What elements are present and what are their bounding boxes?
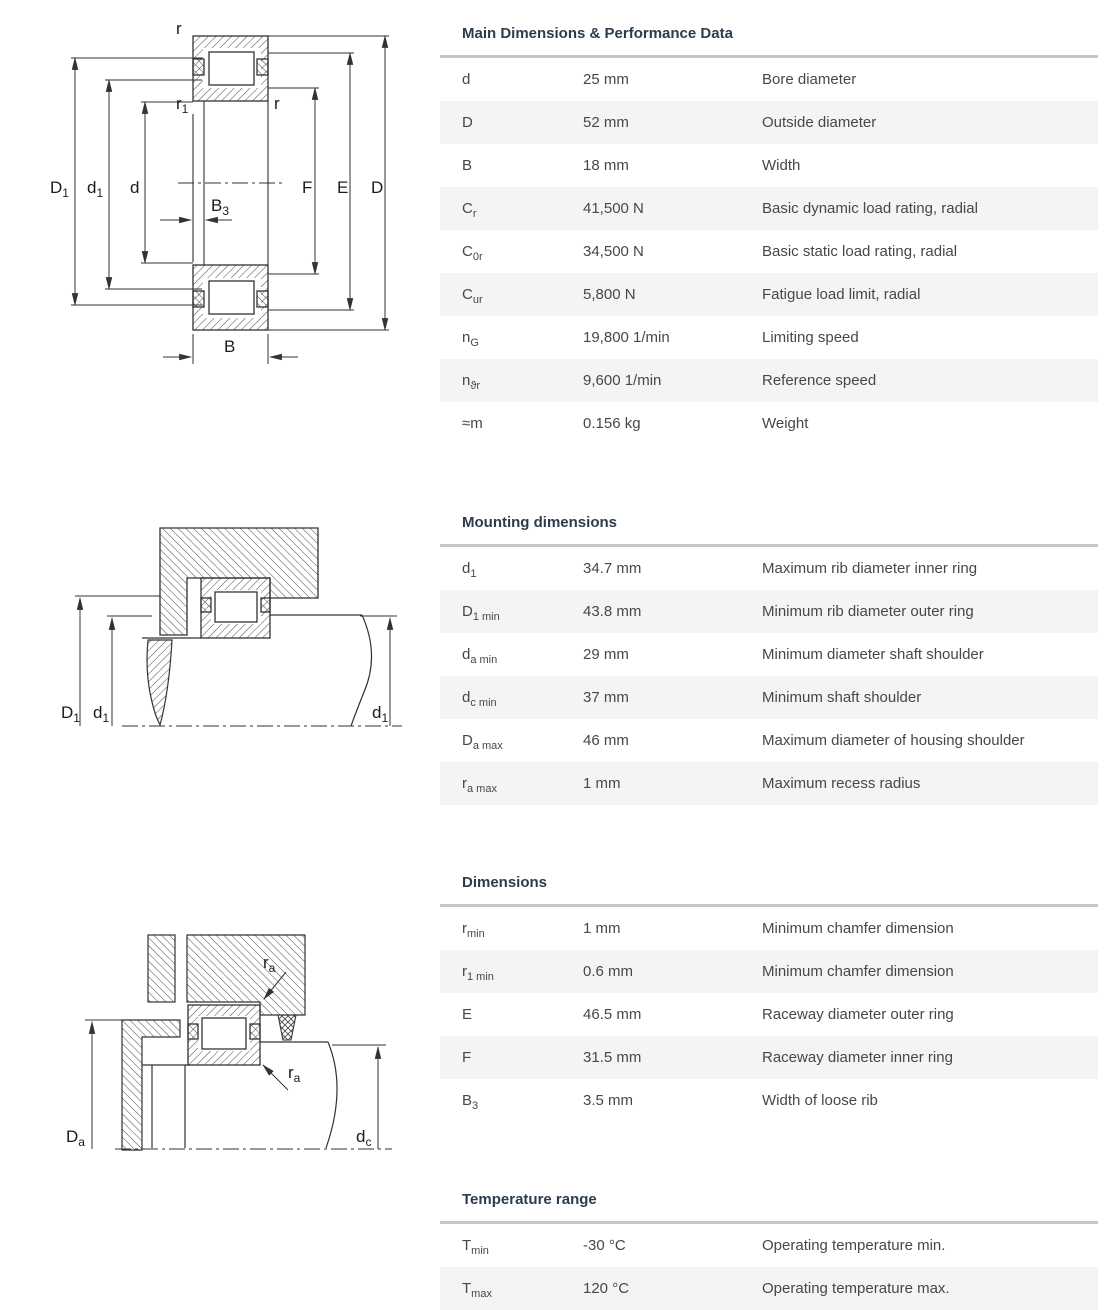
symbol-cell: $C_{0r}$ xyxy=(462,243,483,263)
label-D: D xyxy=(371,178,384,197)
table-row xyxy=(440,273,1098,316)
description-cell: Minimum chamfer dimension xyxy=(762,920,954,937)
table-row xyxy=(440,676,1098,719)
value-cell: 37 mm xyxy=(583,689,629,706)
bearing-section xyxy=(188,1005,260,1065)
value-cell: -30 °C xyxy=(583,1237,626,1254)
section-title: Main Dimensions & Performance Data xyxy=(462,25,733,42)
table-row xyxy=(440,1079,1098,1122)
description-cell: Outside diameter xyxy=(762,114,877,131)
description-cell: Basic static load rating, radial xyxy=(762,243,958,260)
bearing-cross-section-diagram xyxy=(30,12,430,372)
symbol-cell: $C_{ur}$ xyxy=(462,286,483,306)
table-row xyxy=(440,633,1098,676)
label-F: F xyxy=(302,178,313,197)
table-row xyxy=(440,907,1098,950)
symbol-cell: $D_{1 min}$ xyxy=(462,603,500,623)
bearing-section xyxy=(201,578,270,638)
label-D1: $D_1$ xyxy=(50,178,69,200)
table-row xyxy=(440,230,1098,273)
table-row xyxy=(440,993,1098,1036)
symbol-cell: $d_{c min}$ xyxy=(462,689,497,709)
value-cell: 52 mm xyxy=(583,114,629,131)
value-cell: 18 mm xyxy=(583,157,629,174)
symbol-cell: E xyxy=(462,1006,473,1023)
description-cell: Minimum shaft shoulder xyxy=(762,689,922,706)
table-row xyxy=(440,144,1098,187)
label-Da: $D_a$ xyxy=(66,1127,85,1149)
value-cell: 3.5 mm xyxy=(583,1092,634,1109)
label-B: B xyxy=(224,337,236,356)
symbol-cell: d xyxy=(462,71,471,88)
value-cell: 46 mm xyxy=(583,732,629,749)
value-cell: 9,600 1/min xyxy=(583,372,662,389)
value-cell: 0.6 mm xyxy=(583,963,634,980)
table-row xyxy=(440,359,1098,402)
description-cell: Operating temperature min. xyxy=(762,1237,946,1254)
section-mounting-dimensions xyxy=(440,489,1098,805)
description-cell: Bore diameter xyxy=(762,71,857,88)
table-temperature-range xyxy=(440,1221,1098,1310)
symbol-cell: $n_G$ xyxy=(462,329,479,349)
table-mounting-dimensions xyxy=(440,544,1098,805)
table-row xyxy=(440,187,1098,230)
label-r1: $r_1$ xyxy=(176,94,189,116)
table-row xyxy=(440,719,1098,762)
symbol-cell: $r_{a max}$ xyxy=(462,775,497,795)
table-row xyxy=(440,101,1098,144)
label-d1-left: $d_1$ xyxy=(93,703,110,725)
label-d1: $d_1$ xyxy=(87,178,104,200)
symbol-cell: $d_1$ xyxy=(462,560,477,580)
table-row xyxy=(440,1224,1098,1267)
description-cell: Minimum diameter shaft shoulder xyxy=(762,646,984,663)
table-row xyxy=(440,590,1098,633)
symbol-cell: $T_{max}$ xyxy=(462,1280,492,1300)
description-cell: Width of loose rib xyxy=(762,1092,878,1109)
symbol-cell: $T_{min}$ xyxy=(462,1237,489,1257)
value-cell: 34.7 mm xyxy=(583,560,642,577)
symbol-cell: $C_r$ xyxy=(462,200,477,220)
section-main-dimensions xyxy=(440,0,1098,445)
value-cell: 120 °C xyxy=(583,1280,630,1297)
housing-section xyxy=(148,935,305,1015)
angle-ring-section xyxy=(278,1015,296,1040)
table-main-dimensions xyxy=(440,55,1098,445)
label-ra-bottom: $r_a$ xyxy=(288,1063,301,1085)
description-cell: Fatigue load limit, radial xyxy=(762,286,921,303)
symbol-cell: $D_{a max}$ xyxy=(462,732,503,752)
label-r-top: r xyxy=(176,19,182,38)
label-D1: $D_1$ xyxy=(61,703,80,725)
label-E: E xyxy=(337,178,349,197)
table-dimensions xyxy=(440,904,1098,1122)
value-cell: 19,800 1/min xyxy=(583,329,670,346)
description-cell: Raceway diameter outer ring xyxy=(762,1006,954,1023)
symbol-cell: $n_{ϑr}$ xyxy=(462,372,481,392)
description-cell: Operating temperature max. xyxy=(762,1280,950,1297)
symbol-cell: F xyxy=(462,1049,472,1066)
value-cell: 34,500 N xyxy=(583,243,644,260)
label-ra-top: $r_a$ xyxy=(263,953,276,975)
bearing-section-bottom xyxy=(193,265,268,330)
label-d: d xyxy=(130,178,140,197)
value-cell: 5,800 N xyxy=(583,286,636,303)
symbol-cell: B xyxy=(462,157,473,174)
symbol-cell: D xyxy=(462,114,473,131)
table-row xyxy=(440,547,1098,590)
symbol-cell: $B_3$ xyxy=(462,1092,479,1112)
description-cell: Limiting speed xyxy=(762,329,859,346)
rib-diameter-mounting-diagram xyxy=(30,520,430,790)
symbol-cell: $r_{1 min}$ xyxy=(462,963,494,983)
abutment-dimensions-diagram xyxy=(30,920,430,1250)
label-B3: $B_3$ xyxy=(211,196,230,218)
value-cell: 46.5 mm xyxy=(583,1006,642,1023)
bearing-section-top xyxy=(193,36,268,101)
value-cell: 0.156 kg xyxy=(583,415,641,432)
section-title: Dimensions xyxy=(462,874,548,891)
section-dimensions xyxy=(440,849,1098,1122)
section-temperature-range xyxy=(440,1166,1098,1310)
label-dc: $d_c$ xyxy=(356,1127,372,1149)
description-cell: Minimum chamfer dimension xyxy=(762,963,954,980)
description-cell: Weight xyxy=(762,415,809,432)
description-cell: Width xyxy=(762,157,801,174)
label-d1-right: $d_1$ xyxy=(372,703,389,725)
symbol-cell: ≈m xyxy=(462,415,483,432)
table-row xyxy=(440,1036,1098,1079)
table-row xyxy=(440,58,1098,101)
bore-lines xyxy=(193,101,268,265)
end-cover-section xyxy=(122,1020,180,1150)
value-cell: 31.5 mm xyxy=(583,1049,642,1066)
value-cell: 1 mm xyxy=(583,920,621,937)
description-cell: Reference speed xyxy=(762,372,877,389)
table-row xyxy=(440,1267,1098,1310)
value-cell: 41,500 N xyxy=(583,200,644,217)
symbol-cell: $d_{a min}$ xyxy=(462,646,498,666)
description-cell: Raceway diameter inner ring xyxy=(762,1049,953,1066)
table-row xyxy=(440,950,1098,993)
section-title: Temperature range xyxy=(462,1191,597,1208)
label-r-right: r xyxy=(274,94,280,113)
table-row xyxy=(440,316,1098,359)
description-cell: Maximum diameter of housing shoulder xyxy=(762,732,1025,749)
symbol-cell: $r_{min}$ xyxy=(462,920,485,940)
description-cell: Basic dynamic load rating, radial xyxy=(762,200,978,217)
description-cell: Maximum recess radius xyxy=(762,775,921,792)
description-cell: Minimum rib diameter outer ring xyxy=(762,603,974,620)
data-pane xyxy=(440,0,1098,1310)
value-cell: 43.8 mm xyxy=(583,603,642,620)
table-row xyxy=(440,762,1098,805)
value-cell: 29 mm xyxy=(583,646,629,663)
section-title: Mounting dimensions xyxy=(462,514,617,531)
value-cell: 1 mm xyxy=(583,775,621,792)
table-row xyxy=(440,402,1098,445)
value-cell: 25 mm xyxy=(583,71,629,88)
description-cell: Maximum rib diameter inner ring xyxy=(762,560,978,577)
